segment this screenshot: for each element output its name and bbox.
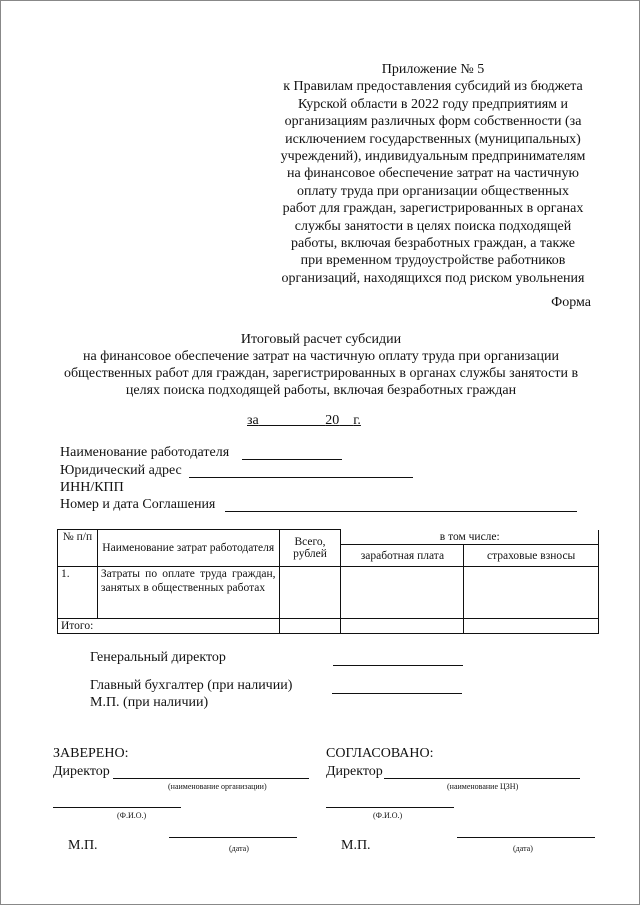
stamp-label: М.П. (при наличии) (90, 695, 209, 710)
agreed-stamp: М.П. (341, 838, 371, 853)
appendix-line: исключением государственных (муниципальных) (285, 131, 581, 147)
total-insurance-cell[interactable] (464, 619, 599, 634)
cost-table (57, 529, 599, 634)
period-prefix: за (247, 413, 259, 428)
address-label: Юридический адрес (60, 463, 182, 478)
certified-org-line[interactable] (113, 778, 309, 779)
title-line: общественных работ для граждан, зарегистрированных в органах службы занятости в (63, 366, 579, 381)
agreement-line[interactable] (225, 511, 577, 512)
appendix-line: при временном трудоустройстве работников (300, 253, 566, 269)
period-suffix: г. (353, 413, 361, 428)
total-sum-cell[interactable] (279, 619, 341, 634)
certified-title: ЗАВЕРЕНО: (53, 746, 129, 761)
row-salary-cell[interactable] (341, 567, 464, 619)
appendix-line: на финансовое обеспечение затрат на частичную (286, 166, 580, 182)
certified-date-hint: (дата) (229, 844, 249, 853)
agreed-org-line[interactable] (384, 778, 580, 779)
document-title (41, 331, 601, 399)
agreed-org-hint: (наименование ЦЗН) (447, 782, 519, 791)
total-label: Итого: (58, 619, 280, 634)
header-total: Всего, рублей (279, 530, 341, 567)
appendix-header (263, 61, 603, 287)
row-insurance-cell[interactable] (464, 567, 599, 619)
title-line: целях поиска подходящей работы, включая безработных граждан (125, 383, 517, 398)
director-signature-line[interactable] (333, 665, 463, 666)
period-year: 20 (325, 413, 340, 428)
appendix-line: организаций, находящихся под риском увольнения (281, 270, 585, 286)
certified-director-label: Директор (53, 764, 110, 779)
accountant-label: Главный бухгалтер (при наличии) (90, 678, 293, 693)
address-line[interactable] (189, 477, 413, 478)
appendix-line: оплату труда при организации общественных (297, 183, 569, 199)
certified-org-hint: (наименование организации) (168, 782, 267, 791)
agreed-fio-line[interactable] (326, 807, 454, 808)
appendix-line: учреждений), индивидуальным предпринимателям (280, 149, 586, 165)
table-row (58, 567, 599, 619)
header-salary: заработная плата (341, 545, 464, 567)
inn-label: ИНН/КПП (60, 480, 124, 495)
title-line: Итоговый расчет субсидии (240, 332, 402, 347)
employer-line[interactable] (242, 459, 342, 460)
form-label: Форма (551, 295, 591, 310)
header-cost-name: Наименование затрат работодателя (97, 530, 279, 567)
appendix-line: к Правилам предоставления субсидий из бюджета (283, 79, 583, 95)
agreed-date-hint: (дата) (513, 844, 533, 853)
period-line (247, 413, 361, 429)
agreed-director-label: Директор (326, 764, 383, 779)
appendix-title: Приложение № 5 (381, 62, 485, 77)
row-cost-name: Затраты по оплате труда граждан, занятых в общественных работах (97, 567, 279, 619)
title-line: на финансовое обеспечение затрат на частичную оплату труда при организации (83, 349, 559, 364)
agreement-label: Номер и дата Соглашения (60, 497, 216, 512)
director-label: Генеральный директор (90, 650, 226, 665)
agreed-title: СОГЛАСОВАНО: (326, 746, 434, 761)
agreed-date-line[interactable] (457, 837, 595, 838)
total-row (58, 619, 599, 634)
employer-label: Наименование работодателя (60, 445, 230, 460)
header-number: № п/п (58, 530, 98, 567)
row-number: 1. (58, 567, 98, 619)
accountant-signature-line[interactable] (332, 693, 462, 694)
header-insurance: страховые взносы (464, 545, 599, 567)
appendix-line: организациям различных форм собственности (за (284, 114, 582, 130)
row-total-cell[interactable] (279, 567, 341, 619)
header-including: в том числе: (341, 530, 599, 545)
certified-fio-hint: (Ф.И.О.) (117, 811, 147, 820)
agreed-fio-hint: (Ф.И.О.) (373, 811, 403, 820)
appendix-line: Курской области в 2022 году предприятиям и (297, 96, 569, 112)
appendix-line: службы занятости в целях поиска подходящей (294, 218, 572, 234)
certified-date-line[interactable] (169, 837, 297, 838)
appendix-line: работ для граждан, зарегистрированных в органах (282, 201, 584, 217)
certified-fio-line[interactable] (53, 807, 181, 808)
certified-stamp: М.П. (68, 838, 98, 853)
total-salary-cell[interactable] (341, 619, 464, 634)
appendix-line: работы, включая безработных граждан, а также (291, 236, 575, 252)
